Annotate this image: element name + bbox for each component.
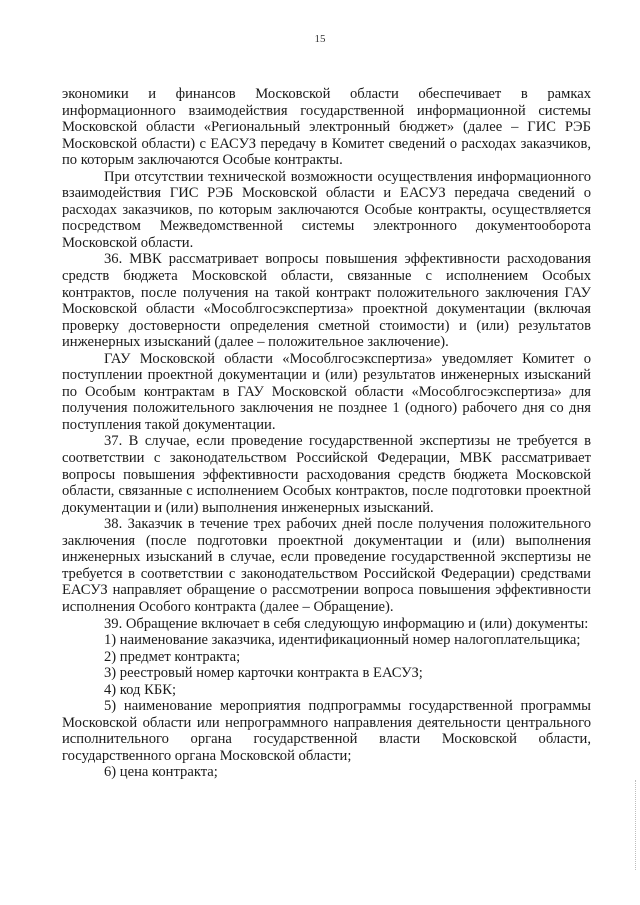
list-item: 6) цена контракта;: [104, 764, 218, 781]
paragraph-36: 36. МВК рассматривает вопросы повышения эффективности расходования средств бюджета Московской области, связанные с исполнением Особых контрактов, после получения на такой контракт положительного заключения ГАУ Московской области «Мособлгосэкспертиза» проектной документации (включая проверку достоверности определения сметной стоимости) и (или) результатов инженерных изысканий (далее – положительное заключение).: [62, 251, 591, 351]
document-body: [62, 86, 591, 781]
paragraph-no-technical-possibility: При отсутствии технической возможности осуществления информационного взаимодействия ГИС РЭБ Московской области и ЕАСУЗ передача сведений о расходах заказчиков, по которым заключаются Особые контракты, осуществляется посредством Межведомственной системы электронного документооборота Московской области.: [62, 168, 591, 251]
paragraph-continuation: экономики и финансов Московской области обеспечивает в рамках информационного взаимодействия государственной информационной системы Московской области «Региональный электронный бюджет» (далее – ГИС РЭБ Московской области) с ЕАСУЗ передачу в Комитет сведений о расходах заказчиков, по которым заключаются Особые контракты.: [62, 86, 591, 169]
page-number: 15: [314, 33, 326, 45]
paragraph-gau-notification: ГАУ Московской области «Мособлгосэкспертиза» уведомляет Комитет о поступлении проектной документации и (или) результатов инженерных изысканий по Особым контрактам в ГАУ Московской области «Мособлгосэкспертиза» для получения положительного заключения не позднее 1 (одного) рабочего дня со дня поступления такой документации.: [62, 350, 591, 433]
paragraph-38: 38. Заказчик в течение трех рабочих дней после получения положительного заключения (после подготовки проектной документации и (или) выполнения инженерных изысканий в случае, если проведение государственной экспертизы не требуется в соответствии с законодательством Российской Федерации) средствами ЕАСУЗ направляет обращение о рассмотрении вопроса повышения эффективности исполнения Особого контракта (далее – Обращение).: [62, 516, 591, 615]
list-item: 1) наименование заказчика, идентификационный номер налогоплательщика;: [104, 632, 581, 649]
list-item: 5) наименование мероприятия подпрограммы государственной программы Московской области или непрограммного направления деятельности центрального исполнительного органа государственной власти Московской области, государственного органа Московской области;: [62, 698, 591, 764]
list-item: 4) код КБК;: [104, 681, 177, 698]
paragraph-37: 37. В случае, если проведение государственной экспертизы не требуется в соответствии с законодательством Российской Федерации, МВК рассматривает вопросы повышения эффективности расходования средств бюджета Московской области, связанные с исполнением Особых контрактов, после подготовки проектной документации и (или) выполнения инженерных изысканий.: [62, 433, 591, 516]
scan-edge-mark: [634, 780, 636, 870]
list-item: 3) реестровый номер карточки контракта в ЕАСУЗ;: [104, 665, 423, 682]
list-item: 2) предмет контракта;: [104, 648, 241, 665]
paragraph-39: 39. Обращение включает в себя следующую информацию и (или) документы:: [104, 615, 589, 632]
